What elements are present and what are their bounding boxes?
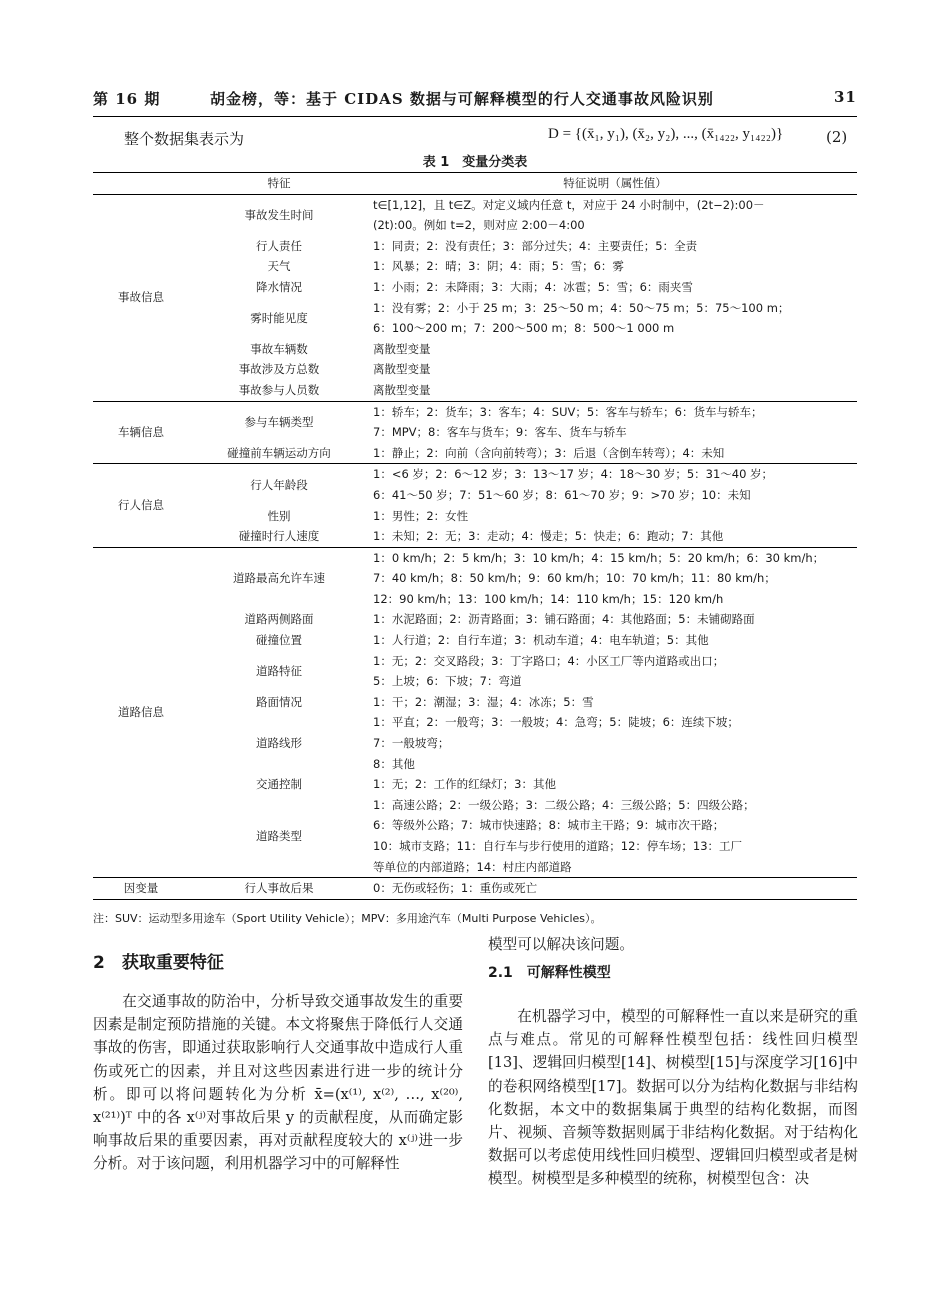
description-cell — [369, 464, 857, 506]
description-line: 离散型变量 — [373, 362, 431, 377]
description-line: 6：等级外公路；7：城市快速路；8：城市主干路；9：城市次干路； — [373, 818, 725, 833]
table-row — [93, 526, 857, 547]
subsection-paragraph: 在机器学习中，模型的可解释性一直以来是研究的重点与难点。常见的可解释性模型包括：线性回归模型[13]、逻辑回归模型[14]、树模型[15]与深度学习[16]中的卷积网络模型[17]。数据可以分为结构化数据与非结构化数据，本文中的数据集属于典型的结构化数据，而图片、视频、音频等数据则属于非结构化数据。对于结构化数据可以考虑使用线性回归模型、逻辑回归模型或者是树模型。树模型是多种模型的统称，树模型包含：决 — [488, 1008, 858, 1188]
feature-cell: 降水情况 — [256, 279, 302, 294]
table-row — [93, 359, 857, 380]
table-row — [93, 878, 857, 900]
feature-cell: 性别 — [267, 508, 291, 523]
description-cell — [369, 692, 857, 713]
description-line: 1：人行道；2：自行车道；3：机动车道；4：电车轨道；5：其他 — [373, 633, 709, 648]
feature-cell: 雾时能见度 — [250, 310, 308, 325]
description-cell — [369, 526, 857, 547]
table-row — [93, 298, 857, 339]
description-line: 1：同责；2：没有责任；3：部分过失；4：主要责任；5：全责 — [373, 238, 698, 253]
description-line: t∈[1,12]，且 t∈Z。对定义域内任意 t，对应于 24 小时制中，(2t−2):00－ — [373, 197, 765, 212]
category-cell: 事故信息 — [93, 194, 189, 401]
running-title: 胡金榜，等：基于 CIDAS 数据与可解释模型的行人交通事故风险识别 — [210, 90, 714, 108]
description-line: 10：城市支路；11：自行车与步行使用的道路；12：停车场；13：工厂 — [373, 839, 743, 853]
table-row — [93, 339, 857, 360]
description-cell — [369, 795, 857, 878]
description-line: (2t):00。例如 t=2，则对应 2:00－4:00 — [373, 218, 585, 233]
description-line: 0：无伤或轻伤；1：重伤或死亡 — [373, 881, 538, 896]
feature-cell: 交通控制 — [256, 777, 302, 792]
category-cell: 行人信息 — [93, 464, 189, 547]
feature-cell: 事故涉及方总数 — [238, 362, 320, 377]
table-row — [93, 277, 857, 298]
feature-cell: 道路最高允许车速 — [189, 547, 369, 609]
feature-cell: 事故参与人员数 — [238, 382, 320, 397]
description-cell — [369, 712, 857, 774]
description-cell — [369, 878, 857, 900]
description-line: 12：90 km/h；13：100 km/h；14：110 km/h；15：120 km/h — [373, 591, 724, 606]
header-feature: 特征 — [189, 173, 369, 195]
description-cell — [369, 774, 857, 795]
description-line: 1：水泥路面；2：沥青路面；3：铺石路面；4：其他路面；5：未铺砌路面 — [373, 612, 755, 627]
feature-cell: 碰撞位置 — [256, 633, 302, 648]
description-cell — [369, 359, 857, 380]
description-cell — [369, 443, 857, 464]
feature-cell: 碰撞时行人速度 — [238, 529, 320, 544]
table-row — [93, 506, 857, 527]
table-title: 表 1 变量分类表 — [422, 155, 528, 170]
header-spacer — [93, 173, 189, 195]
table-row — [93, 443, 857, 464]
description-cell — [369, 630, 857, 651]
description-line: 离散型变量 — [373, 341, 431, 356]
equation-formula: D = {(x̄₁, y₁), (x̄₂, y₂), ..., (x̄₁₄₂₂, y₁₄₂₂)} — [548, 126, 784, 142]
description-line: 7：一般坡弯； — [373, 736, 450, 751]
table-row — [93, 630, 857, 651]
description-line: 1：轿车；2：货车；3：客车；4：SUV；5：客车与轿车；6：货车与轿车； — [373, 404, 763, 419]
feature-cell: 碰撞前车辆运动方向 — [227, 445, 331, 460]
table-row — [93, 380, 857, 401]
table-row — [93, 795, 857, 878]
description-line: 1：0 km/h；2：5 km/h；3：10 km/h；4：15 km/h；5：20 km/h；6：30 km/h； — [373, 550, 825, 565]
header-description: 特征说明（属性值） — [369, 173, 857, 195]
description-line: 1：无；2：工作的红绿灯；3：其他 — [373, 777, 556, 792]
equation-lead-text: 整个数据集表示为 — [124, 130, 245, 148]
description-cell — [369, 194, 857, 236]
equation-number: (2) — [826, 128, 848, 146]
right-continuation: 模型可以解决该问题。 — [488, 936, 634, 953]
description-line: 6：41～50 岁；7：51～60 岁；8：61～70 岁；9：>70 岁；10：未知 — [373, 487, 751, 502]
feature-cell: 天气 — [267, 259, 291, 274]
right-column — [488, 1005, 858, 1191]
description-cell — [369, 236, 857, 257]
description-cell — [369, 298, 857, 339]
feature-cell: 事故发生时间 — [189, 194, 369, 236]
description-line: 1：平直；2：一般弯；3：一般坡；4：急弯；5：陡坡；6：连续下坡； — [373, 715, 739, 730]
category-cell: 车辆信息 — [93, 401, 189, 464]
feature-cell: 道路两侧路面 — [244, 612, 314, 627]
table-row — [93, 692, 857, 713]
table-row — [93, 464, 857, 506]
table-row — [93, 712, 857, 774]
description-line: 8：其他 — [373, 756, 415, 771]
description-cell — [369, 380, 857, 401]
feature-cell: 事故车辆数 — [250, 341, 308, 356]
page-number: 31 — [834, 88, 857, 106]
description-cell — [369, 651, 857, 692]
feature-cell: 道路特征 — [256, 663, 302, 678]
table-row — [93, 609, 857, 630]
left-column — [93, 990, 463, 1176]
description-line: 1：男性；2：女性 — [373, 508, 469, 523]
subsection-title: 2.1 可解释性模型 — [488, 965, 611, 981]
description-cell — [369, 609, 857, 630]
description-line: 1：没有雾；2：小于 25 m；3：25～50 m；4：50～75 m；5：75～100 m； — [373, 300, 790, 315]
table-row — [93, 194, 857, 236]
feature-cell: 行人年龄段 — [189, 464, 369, 506]
description-line: 1：高速公路；2：一级公路；3：二级公路；4：三级公路；5：四级公路； — [373, 797, 755, 812]
description-line: 7：40 km/h；8：50 km/h；9：60 km/h；10：70 km/h；11：80 km/h； — [373, 571, 776, 586]
description-cell — [369, 339, 857, 360]
section-title: 2 获取重要特征 — [93, 953, 224, 973]
description-line: 7：MPV；8：客车与货车；9：客车、货车与轿车 — [373, 425, 627, 440]
feature-cell: 行人事故后果 — [189, 878, 369, 900]
header-rule — [93, 116, 857, 117]
description-line: 1：干；2：潮湿；3：湿；4：冰冻；5：雪 — [373, 694, 594, 709]
table-row — [93, 236, 857, 257]
description-line: 6：100～200 m；7：200～500 m；8：500～1 000 m — [373, 321, 675, 336]
description-line: 1：小雨；2：未降雨；3：大雨；4：冰雹；5：雪；6：雨夹雪 — [373, 279, 693, 294]
description-cell — [369, 547, 857, 609]
feature-cell: 道路线形 — [256, 736, 302, 751]
issue-number: 第 16 期 — [93, 90, 161, 108]
category-cell: 道路信息 — [93, 547, 189, 878]
feature-cell: 道路类型 — [256, 828, 302, 843]
description-cell — [369, 401, 857, 443]
table-row — [93, 651, 857, 692]
description-line: 1：风暴；2：晴；3：阴；4：雨；5：雪；6：雾 — [373, 259, 624, 274]
description-line: 离散型变量 — [373, 382, 431, 397]
description-line: 1：<6 岁；2：6～12 岁；3：13～17 岁；4：18～30 岁；5：31～40 岁； — [373, 467, 774, 482]
description-line: 等单位的内部道路；14：村庄内部道路 — [373, 859, 572, 874]
table-row — [93, 547, 857, 609]
description-line: 5：上坡；6：下坡；7：弯道 — [373, 674, 522, 689]
description-cell — [369, 277, 857, 298]
description-line: 1：未知；2：无；3：走动；4：慢走；5：快走；6：跑动；7：其他 — [373, 529, 724, 544]
table-row — [93, 401, 857, 443]
description-line: 1：静止；2：向前（含向前转弯）；3：后退（含倒车转弯）；4：未知 — [373, 445, 725, 460]
variable-table — [93, 172, 857, 900]
section-paragraph: 在交通事故的防治中，分析导致交通事故发生的重要因素是制定预防措施的关键。本文将聚焦于降低行人交通事故的伤害，即通过获取影响行人交通事故中造成行人重伤或死亡的因素，并且对这些因素进行进一步的统计分析。即可以将问题转化为分析 x̄=(x⁽¹⁾, x⁽²⁾, …, x⁽²⁰⁾, x⁽²¹⁾)ᵀ 中的各 x⁽ʲ⁾对事故后果 y 的贡献程度，从而确定影响事故后果的重要因素，再对贡献程度较大的 x⁽ʲ⁾进一步分析。对于该问题，利用机器学习中的可解释性 — [93, 993, 463, 1173]
feature-cell: 行人责任 — [256, 238, 302, 253]
description-line: 1：无；2：交叉路段；3：丁字路口；4：小区工厂等内道路或出口； — [373, 653, 725, 668]
table-header-row — [93, 173, 857, 195]
feature-cell: 路面情况 — [256, 694, 302, 709]
table-note: 注：SUV：运动型多用途车（Sport Utility Vehicle）；MPV：多用途汽车（Multi Purpose Vehicles）。 — [93, 912, 602, 925]
description-cell — [369, 506, 857, 527]
description-cell — [369, 256, 857, 277]
category-cell: 因变量 — [93, 878, 189, 900]
table-row — [93, 774, 857, 795]
table-row — [93, 256, 857, 277]
feature-cell: 参与车辆类型 — [189, 401, 369, 443]
